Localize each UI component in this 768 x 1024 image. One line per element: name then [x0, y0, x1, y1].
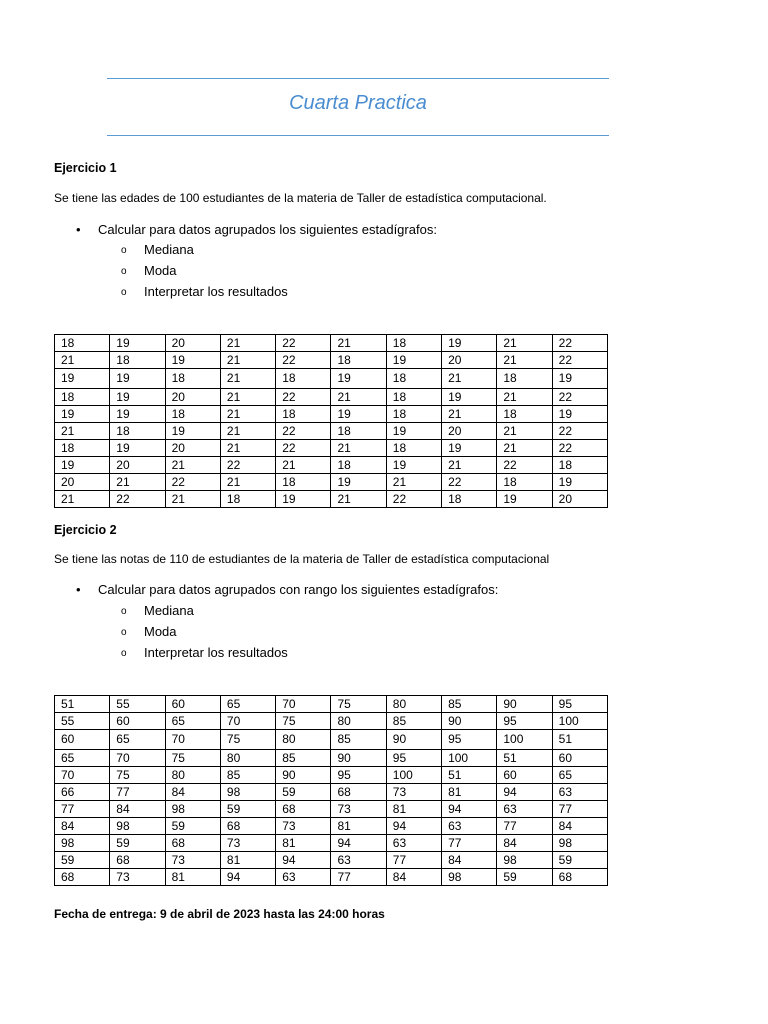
table-cell: 100 — [442, 750, 497, 767]
table-cell: 19 — [110, 389, 165, 406]
table-row — [55, 750, 608, 767]
exercise-1-bullet — [76, 222, 437, 237]
table-cell: 51 — [497, 750, 552, 767]
table-cell: 20 — [165, 440, 220, 457]
table-cell: 65 — [552, 767, 607, 784]
table-cell: 59 — [552, 852, 607, 869]
table-row — [55, 801, 608, 818]
table-cell: 21 — [220, 369, 275, 389]
table-cell: 63 — [552, 784, 607, 801]
table-cell: 18 — [331, 423, 386, 440]
table-cell: 21 — [331, 389, 386, 406]
table-cell: 73 — [331, 801, 386, 818]
table-cell: 19 — [442, 389, 497, 406]
table-row — [55, 335, 608, 352]
table-cell: 84 — [165, 784, 220, 801]
table-cell: 68 — [55, 869, 110, 886]
table-cell: 19 — [552, 369, 607, 389]
table-cell: 19 — [110, 335, 165, 352]
table-cell: 18 — [55, 335, 110, 352]
table-cell: 21 — [220, 440, 275, 457]
table-cell: 18 — [110, 352, 165, 369]
table-cell: 18 — [386, 369, 441, 389]
table-row — [55, 423, 608, 440]
table-cell: 55 — [110, 696, 165, 713]
table-cell: 18 — [331, 457, 386, 474]
table-cell: 21 — [220, 352, 275, 369]
table-cell: 22 — [552, 335, 607, 352]
table-cell: 90 — [276, 767, 331, 784]
table-cell: 21 — [55, 352, 110, 369]
table-cell: 21 — [497, 335, 552, 352]
table-cell: 70 — [55, 767, 110, 784]
table-cell: 68 — [276, 801, 331, 818]
table-cell: 19 — [386, 352, 441, 369]
ages-table-body — [55, 335, 608, 508]
table-cell: 94 — [386, 818, 441, 835]
table-cell: 77 — [552, 801, 607, 818]
circle-bullet-icon: o — [121, 245, 127, 256]
table-cell: 66 — [55, 784, 110, 801]
table-cell: 21 — [55, 491, 110, 508]
table-cell: 84 — [552, 818, 607, 835]
table-cell: 70 — [276, 696, 331, 713]
exercise-2-heading: Ejercicio 2 — [54, 523, 117, 537]
exercise-2-bullet-text: Calcular para datos agrupados con rango los siguientes estadígrafos: — [98, 582, 499, 597]
table-cell: 19 — [442, 335, 497, 352]
table-cell: 22 — [165, 474, 220, 491]
table-cell: 60 — [55, 730, 110, 750]
table-cell: 18 — [386, 406, 441, 423]
table-cell: 21 — [55, 423, 110, 440]
table-cell: 84 — [442, 852, 497, 869]
circle-bullet-icon: o — [121, 627, 127, 638]
table-cell: 21 — [497, 423, 552, 440]
table-cell: 21 — [331, 491, 386, 508]
table-cell: 60 — [552, 750, 607, 767]
table-cell: 73 — [110, 869, 165, 886]
table-cell: 18 — [55, 389, 110, 406]
table-cell: 21 — [331, 440, 386, 457]
table-cell: 21 — [220, 474, 275, 491]
table-cell: 21 — [442, 406, 497, 423]
table-cell: 84 — [386, 869, 441, 886]
table-cell: 80 — [165, 767, 220, 784]
table-cell: 85 — [331, 730, 386, 750]
table-cell: 60 — [497, 767, 552, 784]
table-cell: 95 — [552, 696, 607, 713]
table-cell: 22 — [276, 423, 331, 440]
table-cell: 84 — [55, 818, 110, 835]
table-cell: 77 — [386, 852, 441, 869]
table-cell: 73 — [220, 835, 275, 852]
table-cell: 63 — [386, 835, 441, 852]
table-cell: 51 — [552, 730, 607, 750]
table-cell: 20 — [110, 457, 165, 474]
table-cell: 100 — [497, 730, 552, 750]
table-row — [55, 457, 608, 474]
table-cell: 59 — [276, 784, 331, 801]
table-cell: 94 — [331, 835, 386, 852]
table-cell: 94 — [442, 801, 497, 818]
table-cell: 81 — [276, 835, 331, 852]
table-cell: 19 — [55, 369, 110, 389]
table-cell: 19 — [386, 457, 441, 474]
table-cell: 20 — [165, 335, 220, 352]
table-cell: 98 — [110, 818, 165, 835]
table-cell: 65 — [55, 750, 110, 767]
table-cell: 85 — [276, 750, 331, 767]
table-cell: 63 — [331, 852, 386, 869]
table-cell: 94 — [276, 852, 331, 869]
table-cell: 59 — [220, 801, 275, 818]
table-cell: 81 — [331, 818, 386, 835]
table-cell: 22 — [552, 352, 607, 369]
table-cell: 55 — [55, 713, 110, 730]
table-cell: 59 — [497, 869, 552, 886]
table-row — [55, 440, 608, 457]
table-cell: 95 — [386, 750, 441, 767]
table-cell: 19 — [276, 491, 331, 508]
table-cell: 98 — [552, 835, 607, 852]
table-cell: 21 — [497, 440, 552, 457]
table-row — [55, 369, 608, 389]
table-cell: 85 — [220, 767, 275, 784]
circle-bullet-icon: o — [121, 287, 127, 298]
table-cell: 51 — [442, 767, 497, 784]
grades-table-body — [55, 696, 608, 886]
table-cell: 19 — [552, 474, 607, 491]
table-cell: 18 — [165, 369, 220, 389]
table-cell: 21 — [497, 389, 552, 406]
table-cell: 60 — [165, 696, 220, 713]
table-cell: 18 — [220, 491, 275, 508]
table-cell: 95 — [331, 767, 386, 784]
table-cell: 18 — [497, 474, 552, 491]
table-cell: 75 — [165, 750, 220, 767]
table-row — [55, 389, 608, 406]
table-cell: 77 — [497, 818, 552, 835]
table-cell: 19 — [165, 423, 220, 440]
table-cell: 19 — [331, 406, 386, 423]
bullet-icon: • — [76, 582, 81, 597]
table-cell: 65 — [165, 713, 220, 730]
table-cell: 70 — [165, 730, 220, 750]
table-cell: 75 — [220, 730, 275, 750]
table-row — [55, 784, 608, 801]
table-cell: 18 — [552, 457, 607, 474]
exercise-1-subitem — [121, 281, 288, 303]
table-row — [55, 818, 608, 835]
table-cell: 65 — [220, 696, 275, 713]
table-cell: 73 — [386, 784, 441, 801]
table-cell: 18 — [165, 406, 220, 423]
table-cell: 19 — [331, 369, 386, 389]
table-cell: 19 — [331, 474, 386, 491]
table-cell: 18 — [386, 335, 441, 352]
table-cell: 77 — [331, 869, 386, 886]
table-cell: 21 — [165, 457, 220, 474]
table-cell: 18 — [55, 440, 110, 457]
circle-bullet-icon: o — [121, 266, 127, 277]
table-cell: 80 — [220, 750, 275, 767]
title-rule-top — [107, 78, 609, 79]
table-cell: 19 — [110, 406, 165, 423]
circle-bullet-icon: o — [121, 606, 127, 617]
table-row — [55, 474, 608, 491]
table-row — [55, 696, 608, 713]
table-cell: 21 — [442, 457, 497, 474]
table-row — [55, 491, 608, 508]
table-cell: 80 — [386, 696, 441, 713]
table-cell: 18 — [276, 474, 331, 491]
table-cell: 59 — [110, 835, 165, 852]
table-cell: 18 — [497, 369, 552, 389]
table-cell: 20 — [552, 491, 607, 508]
table-cell: 22 — [110, 491, 165, 508]
table-cell: 51 — [55, 696, 110, 713]
table-cell: 22 — [552, 389, 607, 406]
table-cell: 85 — [442, 696, 497, 713]
table-cell: 19 — [55, 457, 110, 474]
table-cell: 98 — [497, 852, 552, 869]
table-cell: 22 — [220, 457, 275, 474]
table-cell: 94 — [497, 784, 552, 801]
table-cell: 81 — [165, 869, 220, 886]
table-cell: 18 — [386, 440, 441, 457]
table-cell: 21 — [165, 491, 220, 508]
table-cell: 85 — [386, 713, 441, 730]
table-cell: 20 — [55, 474, 110, 491]
table-row — [55, 352, 608, 369]
table-cell: 75 — [331, 696, 386, 713]
table-cell: 21 — [442, 369, 497, 389]
table-cell: 18 — [331, 352, 386, 369]
table-cell: 18 — [386, 389, 441, 406]
circle-bullet-icon: o — [121, 648, 127, 659]
table-cell: 18 — [497, 406, 552, 423]
table-cell: 20 — [165, 389, 220, 406]
table-cell: 73 — [276, 818, 331, 835]
table-cell: 21 — [220, 389, 275, 406]
table-cell: 21 — [220, 406, 275, 423]
table-cell: 95 — [442, 730, 497, 750]
table-cell: 19 — [497, 491, 552, 508]
subitem-text: Moda — [144, 263, 177, 278]
table-cell: 81 — [220, 852, 275, 869]
table-cell: 75 — [110, 767, 165, 784]
exercise-2-subitem — [121, 600, 194, 622]
title-rule-bottom — [107, 135, 609, 136]
table-cell: 68 — [110, 852, 165, 869]
table-cell: 20 — [442, 352, 497, 369]
table-row — [55, 767, 608, 784]
table-cell: 98 — [55, 835, 110, 852]
table-cell: 20 — [442, 423, 497, 440]
exercise-1-subitem — [121, 239, 194, 261]
table-cell: 19 — [386, 423, 441, 440]
table-cell: 18 — [442, 491, 497, 508]
exercise-2-subitem — [121, 642, 288, 664]
table-cell: 90 — [386, 730, 441, 750]
table-cell: 84 — [110, 801, 165, 818]
table-cell: 63 — [276, 869, 331, 886]
table-cell: 95 — [497, 713, 552, 730]
table-cell: 22 — [552, 440, 607, 457]
subitem-text: Interpretar los resultados — [144, 284, 288, 299]
table-cell: 22 — [276, 335, 331, 352]
ages-table — [54, 334, 608, 508]
table-cell: 21 — [220, 335, 275, 352]
exercise-2-bullet — [76, 582, 498, 597]
table-cell: 22 — [386, 491, 441, 508]
table-cell: 94 — [220, 869, 275, 886]
exercise-1-subitem — [121, 260, 177, 282]
table-cell: 22 — [276, 389, 331, 406]
exercise-1-intro: Se tiene las edades de 100 estudiantes de la materia de Taller de estadística computacional. — [54, 191, 547, 205]
table-cell: 80 — [331, 713, 386, 730]
table-cell: 18 — [276, 406, 331, 423]
bullet-icon: • — [76, 222, 81, 237]
table-cell: 70 — [110, 750, 165, 767]
table-cell: 77 — [55, 801, 110, 818]
table-cell: 22 — [552, 423, 607, 440]
table-cell: 68 — [331, 784, 386, 801]
table-cell: 19 — [442, 440, 497, 457]
table-row — [55, 835, 608, 852]
table-row — [55, 730, 608, 750]
table-cell: 65 — [110, 730, 165, 750]
table-cell: 98 — [442, 869, 497, 886]
table-cell: 21 — [497, 352, 552, 369]
table-cell: 19 — [165, 352, 220, 369]
table-cell: 84 — [497, 835, 552, 852]
table-cell: 19 — [552, 406, 607, 423]
table-cell: 21 — [110, 474, 165, 491]
table-cell: 68 — [552, 869, 607, 886]
table-cell: 21 — [220, 423, 275, 440]
deadline-text: Fecha de entrega: 9 de abril de 2023 hasta las 24:00 horas — [54, 907, 385, 921]
table-cell: 90 — [497, 696, 552, 713]
table-cell: 68 — [165, 835, 220, 852]
grades-table — [54, 695, 608, 886]
table-cell: 100 — [386, 767, 441, 784]
table-cell: 81 — [386, 801, 441, 818]
table-cell: 59 — [165, 818, 220, 835]
table-cell: 98 — [220, 784, 275, 801]
exercise-2-intro: Se tiene las notas de 110 de estudiantes de la materia de Taller de estadística computacional — [54, 552, 550, 566]
table-cell: 100 — [552, 713, 607, 730]
table-row — [55, 713, 608, 730]
table-cell: 70 — [220, 713, 275, 730]
table-cell: 60 — [110, 713, 165, 730]
table-cell: 19 — [110, 440, 165, 457]
table-cell: 90 — [442, 713, 497, 730]
table-row — [55, 406, 608, 423]
table-cell: 81 — [442, 784, 497, 801]
table-cell: 73 — [165, 852, 220, 869]
table-row — [55, 869, 608, 886]
table-row — [55, 852, 608, 869]
table-cell: 22 — [442, 474, 497, 491]
table-cell: 80 — [276, 730, 331, 750]
table-cell: 75 — [276, 713, 331, 730]
table-cell: 18 — [110, 423, 165, 440]
table-cell: 19 — [110, 369, 165, 389]
subitem-text: Mediana — [144, 603, 194, 618]
table-cell: 63 — [442, 818, 497, 835]
subitem-text: Moda — [144, 624, 177, 639]
table-cell: 22 — [276, 440, 331, 457]
table-cell: 21 — [331, 335, 386, 352]
table-cell: 22 — [276, 352, 331, 369]
exercise-1-heading: Ejercicio 1 — [54, 161, 117, 175]
table-cell: 21 — [276, 457, 331, 474]
table-cell: 18 — [276, 369, 331, 389]
table-cell: 68 — [220, 818, 275, 835]
table-cell: 98 — [165, 801, 220, 818]
table-cell: 77 — [442, 835, 497, 852]
exercise-1-bullet-text: Calcular para datos agrupados los siguientes estadígrafos: — [98, 222, 437, 237]
table-cell: 90 — [331, 750, 386, 767]
table-cell: 63 — [497, 801, 552, 818]
subitem-text: Interpretar los resultados — [144, 645, 288, 660]
subitem-text: Mediana — [144, 242, 194, 257]
page-title: Cuarta Practica — [289, 92, 427, 114]
table-cell: 22 — [497, 457, 552, 474]
table-cell: 59 — [55, 852, 110, 869]
table-cell: 21 — [386, 474, 441, 491]
exercise-2-subitem — [121, 621, 177, 643]
table-cell: 77 — [110, 784, 165, 801]
table-cell: 19 — [55, 406, 110, 423]
